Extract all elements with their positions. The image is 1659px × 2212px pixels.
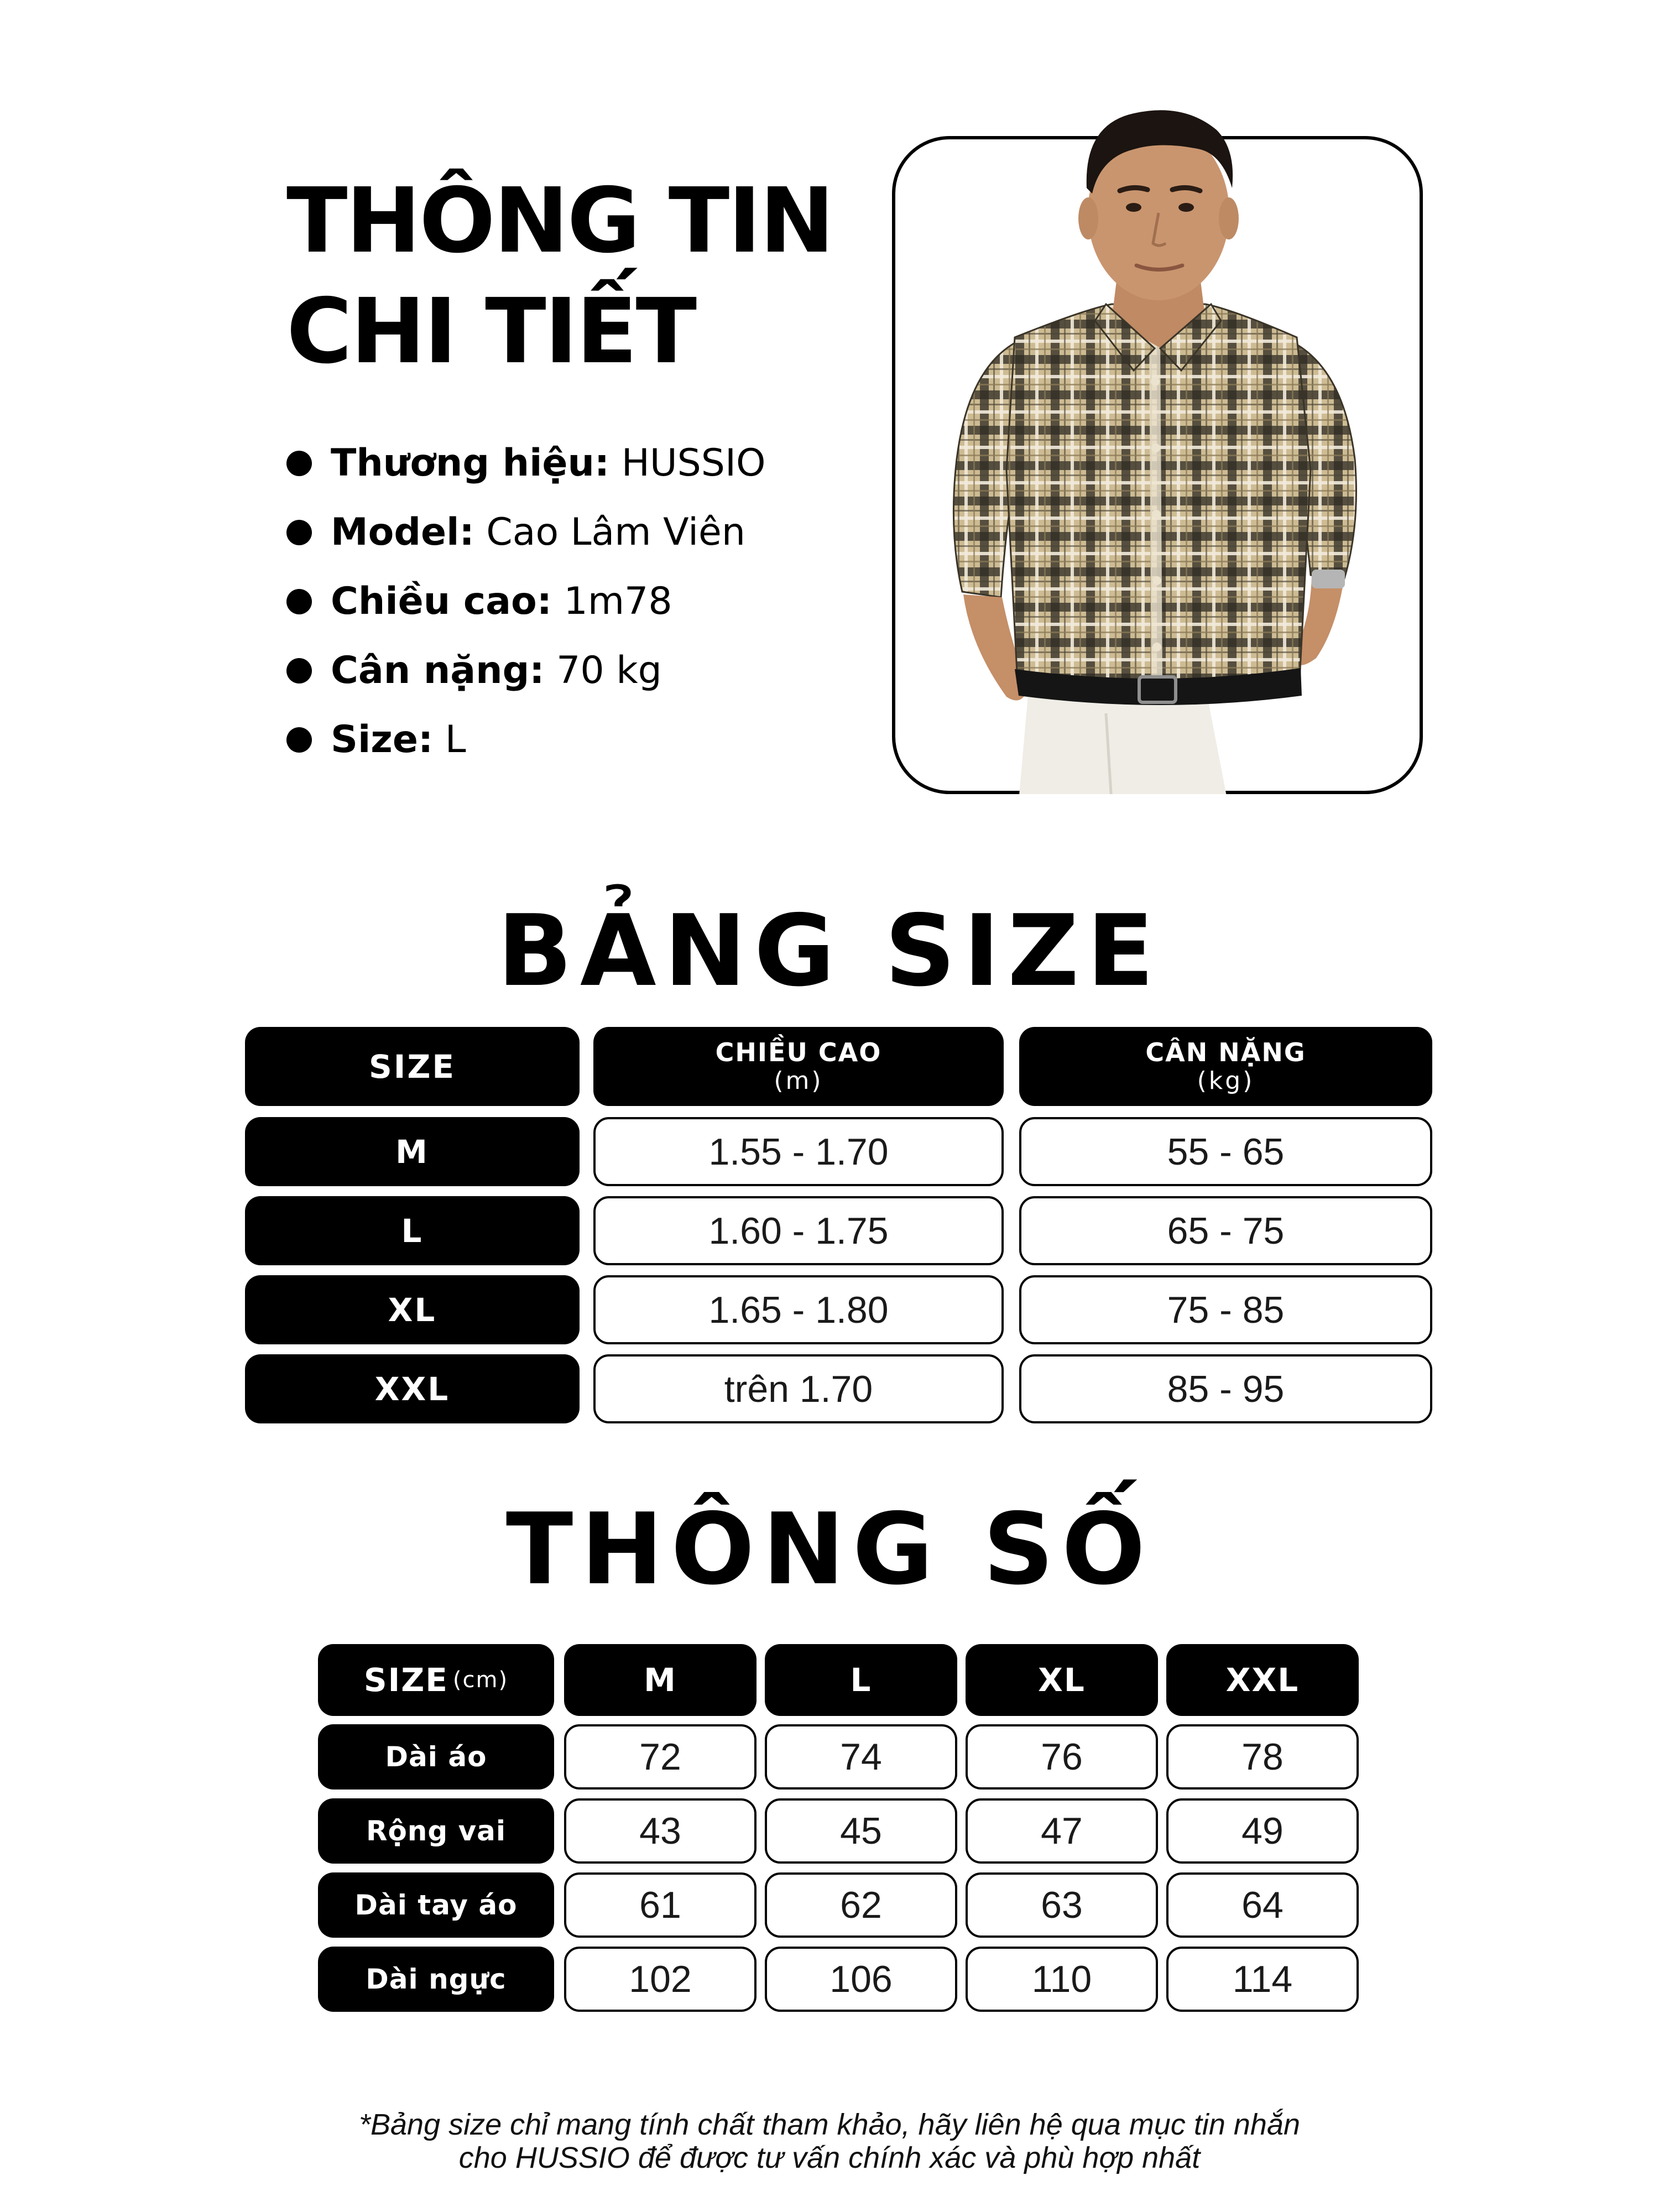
- size-row-label: XXL: [245, 1354, 580, 1423]
- header-label: CHIỀU CAO: [715, 1037, 882, 1067]
- size-row-label: L: [245, 1196, 580, 1265]
- spec-value: 76: [966, 1724, 1158, 1790]
- size-row-height: 1.65 - 1.80: [593, 1275, 1004, 1344]
- header-label: SIZE: [368, 1047, 456, 1086]
- bullet-icon: [286, 658, 312, 684]
- spec-value: 63: [966, 1872, 1158, 1938]
- size-disclaimer: [0, 2108, 1659, 2174]
- model-figure: [953, 110, 1356, 796]
- spec-row-label: Rộng vai: [318, 1798, 554, 1864]
- spec-value: 78: [1166, 1724, 1359, 1790]
- detail-height: [286, 571, 766, 640]
- page-title-line-2: CHI TIẾT: [286, 280, 696, 384]
- spec-value: 47: [966, 1798, 1158, 1864]
- detail-value: 70 kg: [544, 649, 662, 692]
- spec-value: 49: [1166, 1798, 1359, 1864]
- detail-model: [286, 502, 766, 571]
- detail-label: Chiều cao:: [331, 580, 552, 623]
- spec-value: 64: [1166, 1872, 1359, 1938]
- header-label: SIZE: [363, 1661, 448, 1699]
- size-row-height: 1.55 - 1.70: [593, 1117, 1004, 1186]
- size-row-height: trên 1.70: [593, 1354, 1004, 1423]
- size-row-weight: 65 - 75: [1019, 1196, 1432, 1265]
- detail-size: [286, 709, 766, 779]
- spec-value: 114: [1166, 1947, 1359, 2012]
- size-row-label: XL: [245, 1275, 580, 1344]
- disclaimer-line-1: *Bảng size chỉ mang tính chất tham khảo, hãy liên hệ qua mục tin nhắn: [358, 2108, 1301, 2141]
- header-unit: (kg): [1197, 1066, 1255, 1095]
- detail-value: 1m78: [551, 580, 672, 623]
- spec-col-size: XL: [966, 1644, 1158, 1716]
- page-title: [286, 166, 833, 387]
- bullet-icon: [286, 451, 312, 476]
- size-row-height: 1.60 - 1.75: [593, 1196, 1004, 1265]
- bullet-icon: [286, 727, 312, 753]
- size-row-label: M: [245, 1117, 580, 1186]
- bullet-icon: [286, 520, 312, 545]
- size-row-weight: 75 - 85: [1019, 1275, 1432, 1344]
- spec-row-label: Dài tay áo: [318, 1872, 554, 1938]
- size-row-weight: 55 - 65: [1019, 1117, 1432, 1186]
- spec-row-label: Dài ngực: [318, 1947, 554, 2012]
- spec-col-size: L: [765, 1644, 957, 1716]
- page-title-line-1: THÔNG TIN: [286, 169, 833, 273]
- detail-label: Size:: [331, 718, 434, 761]
- header-unit: (cm): [452, 1667, 509, 1693]
- size-table-header-weight: [1019, 1027, 1432, 1106]
- spec-value: 110: [966, 1947, 1158, 2012]
- spec-col-size: XXL: [1166, 1644, 1359, 1716]
- spec-value: 106: [765, 1947, 957, 2012]
- spec-value: 43: [564, 1798, 757, 1864]
- detail-value: Cao Lâm Viên: [474, 510, 745, 554]
- size-table-header-size: [245, 1027, 580, 1106]
- detail-weight: [286, 640, 766, 709]
- spec-value: 74: [765, 1724, 957, 1790]
- spec-table-header-size: [318, 1644, 554, 1716]
- bullet-icon: [286, 589, 312, 614]
- spec-table-title: THÔNG SỐ: [505, 1492, 1154, 1606]
- model-details-list: [286, 433, 766, 779]
- model-photo: [874, 72, 1438, 796]
- detail-label: Model:: [331, 510, 474, 554]
- size-table-header-height: [593, 1027, 1004, 1106]
- spec-value: 61: [564, 1872, 757, 1938]
- spec-value: 62: [765, 1872, 957, 1938]
- detail-label: Cân nặng:: [331, 649, 545, 692]
- spec-value: 72: [564, 1724, 757, 1790]
- detail-value: HUSSIO: [609, 441, 766, 485]
- spec-value: 102: [564, 1947, 757, 2012]
- disclaimer-line-2: cho HUSSIO để được tư vấn chính xác và phù hợp nhất: [458, 2141, 1201, 2174]
- spec-value: 45: [765, 1798, 957, 1864]
- size-row-weight: 85 - 95: [1019, 1354, 1432, 1423]
- header-unit: (m): [774, 1066, 823, 1095]
- spec-col-size: M: [564, 1644, 757, 1716]
- detail-brand: [286, 433, 766, 502]
- detail-value: L: [433, 718, 466, 761]
- spec-row-label: Dài áo: [318, 1724, 554, 1790]
- detail-label: Thương hiệu:: [331, 441, 610, 485]
- size-table-title: BẢNG SIZE: [497, 894, 1162, 1008]
- header-label: CÂN NẶNG: [1145, 1037, 1306, 1067]
